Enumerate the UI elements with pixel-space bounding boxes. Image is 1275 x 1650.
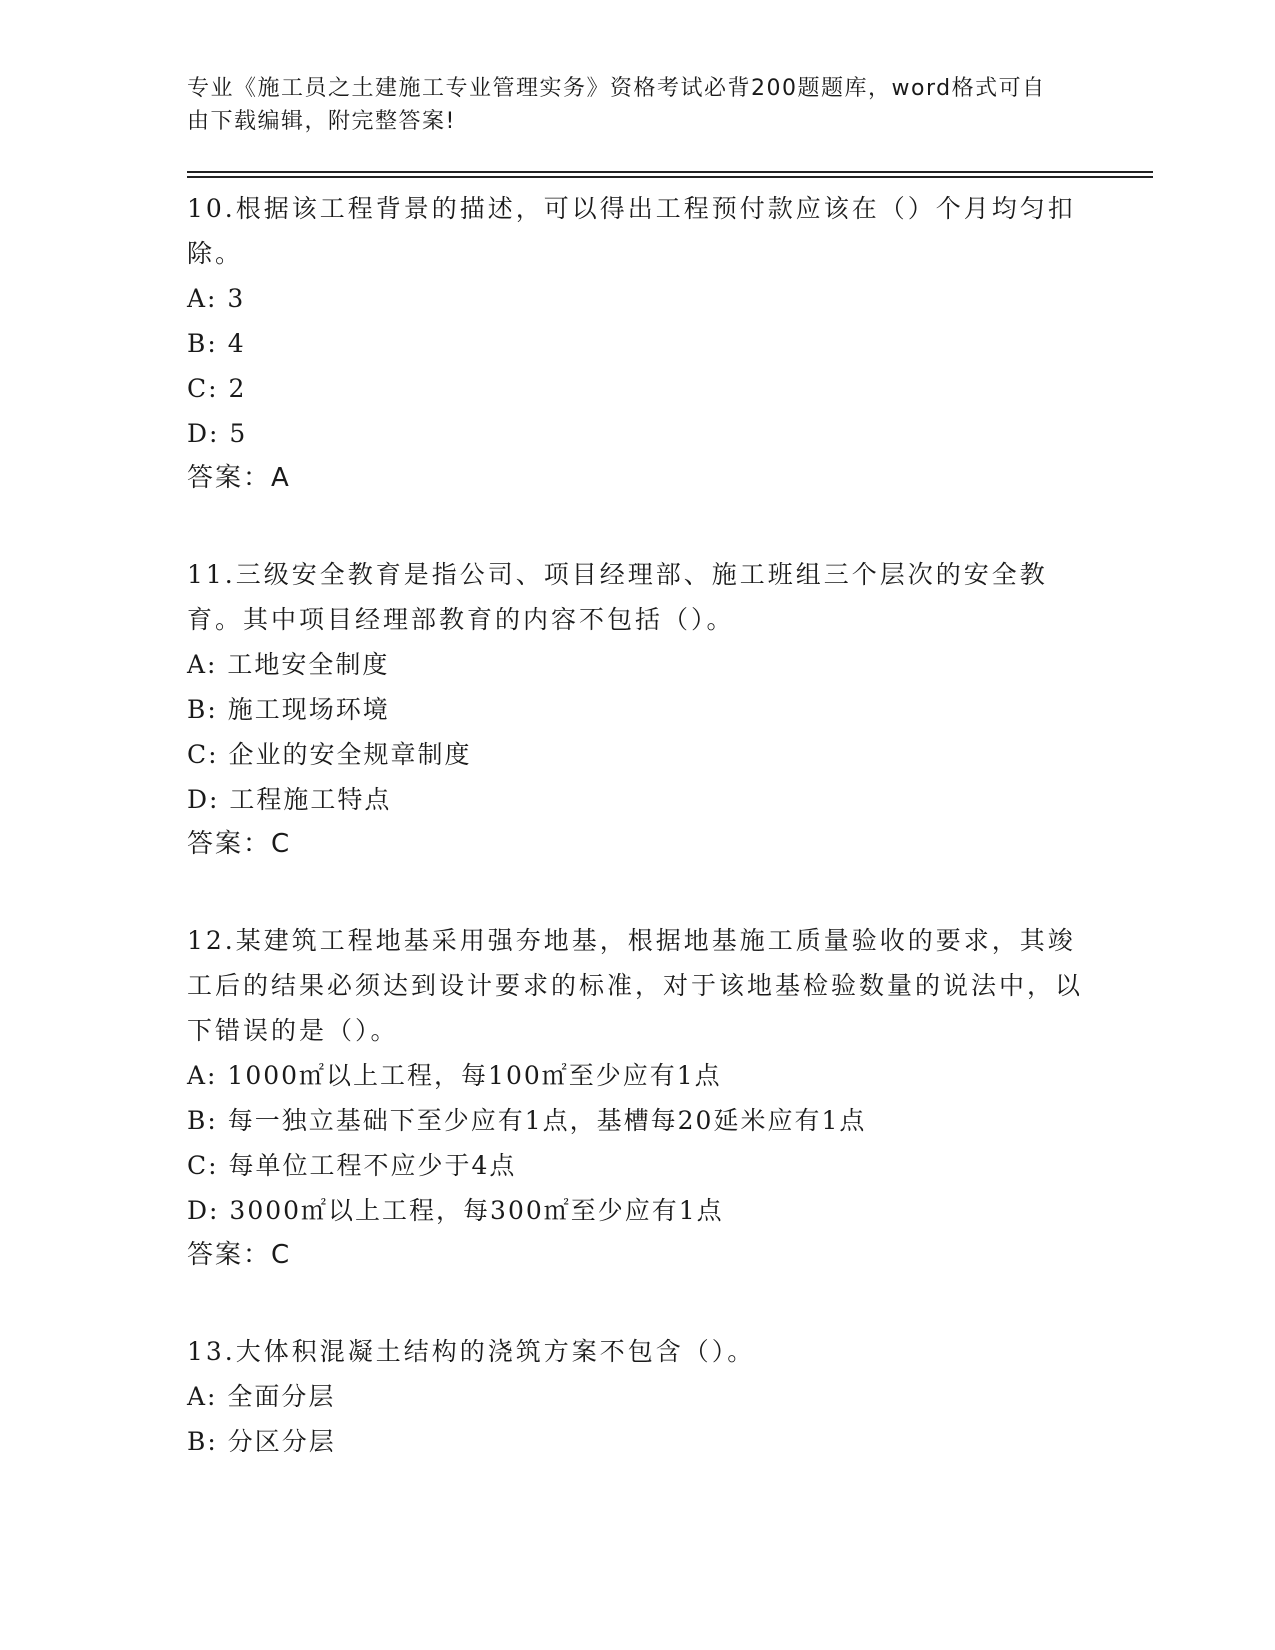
option-d: D: 5	[187, 419, 248, 448]
option-b: B: 每一独立基础下至少应有1点，基槽每20延米应有1点	[187, 1106, 867, 1135]
answer-label: 答案：C	[187, 1240, 292, 1270]
question-list	[187, 186, 1087, 1515]
option-a: A: 全面分层	[187, 1382, 336, 1411]
option-b: B: 分区分层	[187, 1427, 336, 1456]
option-a: A: 1000㎡以上工程，每100㎡至少应有1点	[187, 1061, 722, 1090]
document-header	[187, 72, 1067, 138]
question-13	[187, 1329, 1087, 1464]
question-11	[187, 552, 1087, 867]
question-text: 12.某建筑工程地基采用强夯地基，根据地基施工质量验收的要求，其竣工后的结果必须达到设计要求的标准，对于该地基检验数量的说法中，以下错误的是（）。	[187, 926, 1084, 1045]
question-text: 11.三级安全教育是指公司、项目经理部、施工班组三个层次的安全教育。其中项目经理部教育的内容不包括（）。	[187, 560, 1048, 634]
header-divider-bottom	[187, 176, 1153, 178]
question-text: 13.大体积混凝土结构的浇筑方案不包含（）。	[187, 1337, 756, 1366]
answer-label: 答案：C	[187, 829, 292, 859]
option-b: B: 4	[187, 329, 246, 358]
header-title: 专业《施工员之土建施工专业管理实务》资格考试必背200题题库，word格式可自由下载编辑，附完整答案!	[187, 76, 1046, 134]
option-b: B: 施工现场环境	[187, 695, 390, 724]
option-d: D: 工程施工特点	[187, 785, 392, 814]
option-a: A: 工地安全制度	[187, 650, 390, 679]
option-c: C: 企业的安全规章制度	[187, 740, 472, 769]
header-divider-top	[187, 171, 1153, 173]
option-a: A: 3	[187, 284, 246, 313]
option-c: C: 2	[187, 374, 247, 403]
option-d: D: 3000㎡以上工程，每300㎡至少应有1点	[187, 1196, 724, 1225]
question-12	[187, 918, 1087, 1278]
question-10	[187, 186, 1087, 501]
option-c: C: 每单位工程不应少于4点	[187, 1151, 517, 1180]
question-text: 10.根据该工程背景的描述，可以得出工程预付款应该在（）个月均匀扣除。	[187, 194, 1076, 268]
answer-label: 答案：A	[187, 463, 291, 493]
